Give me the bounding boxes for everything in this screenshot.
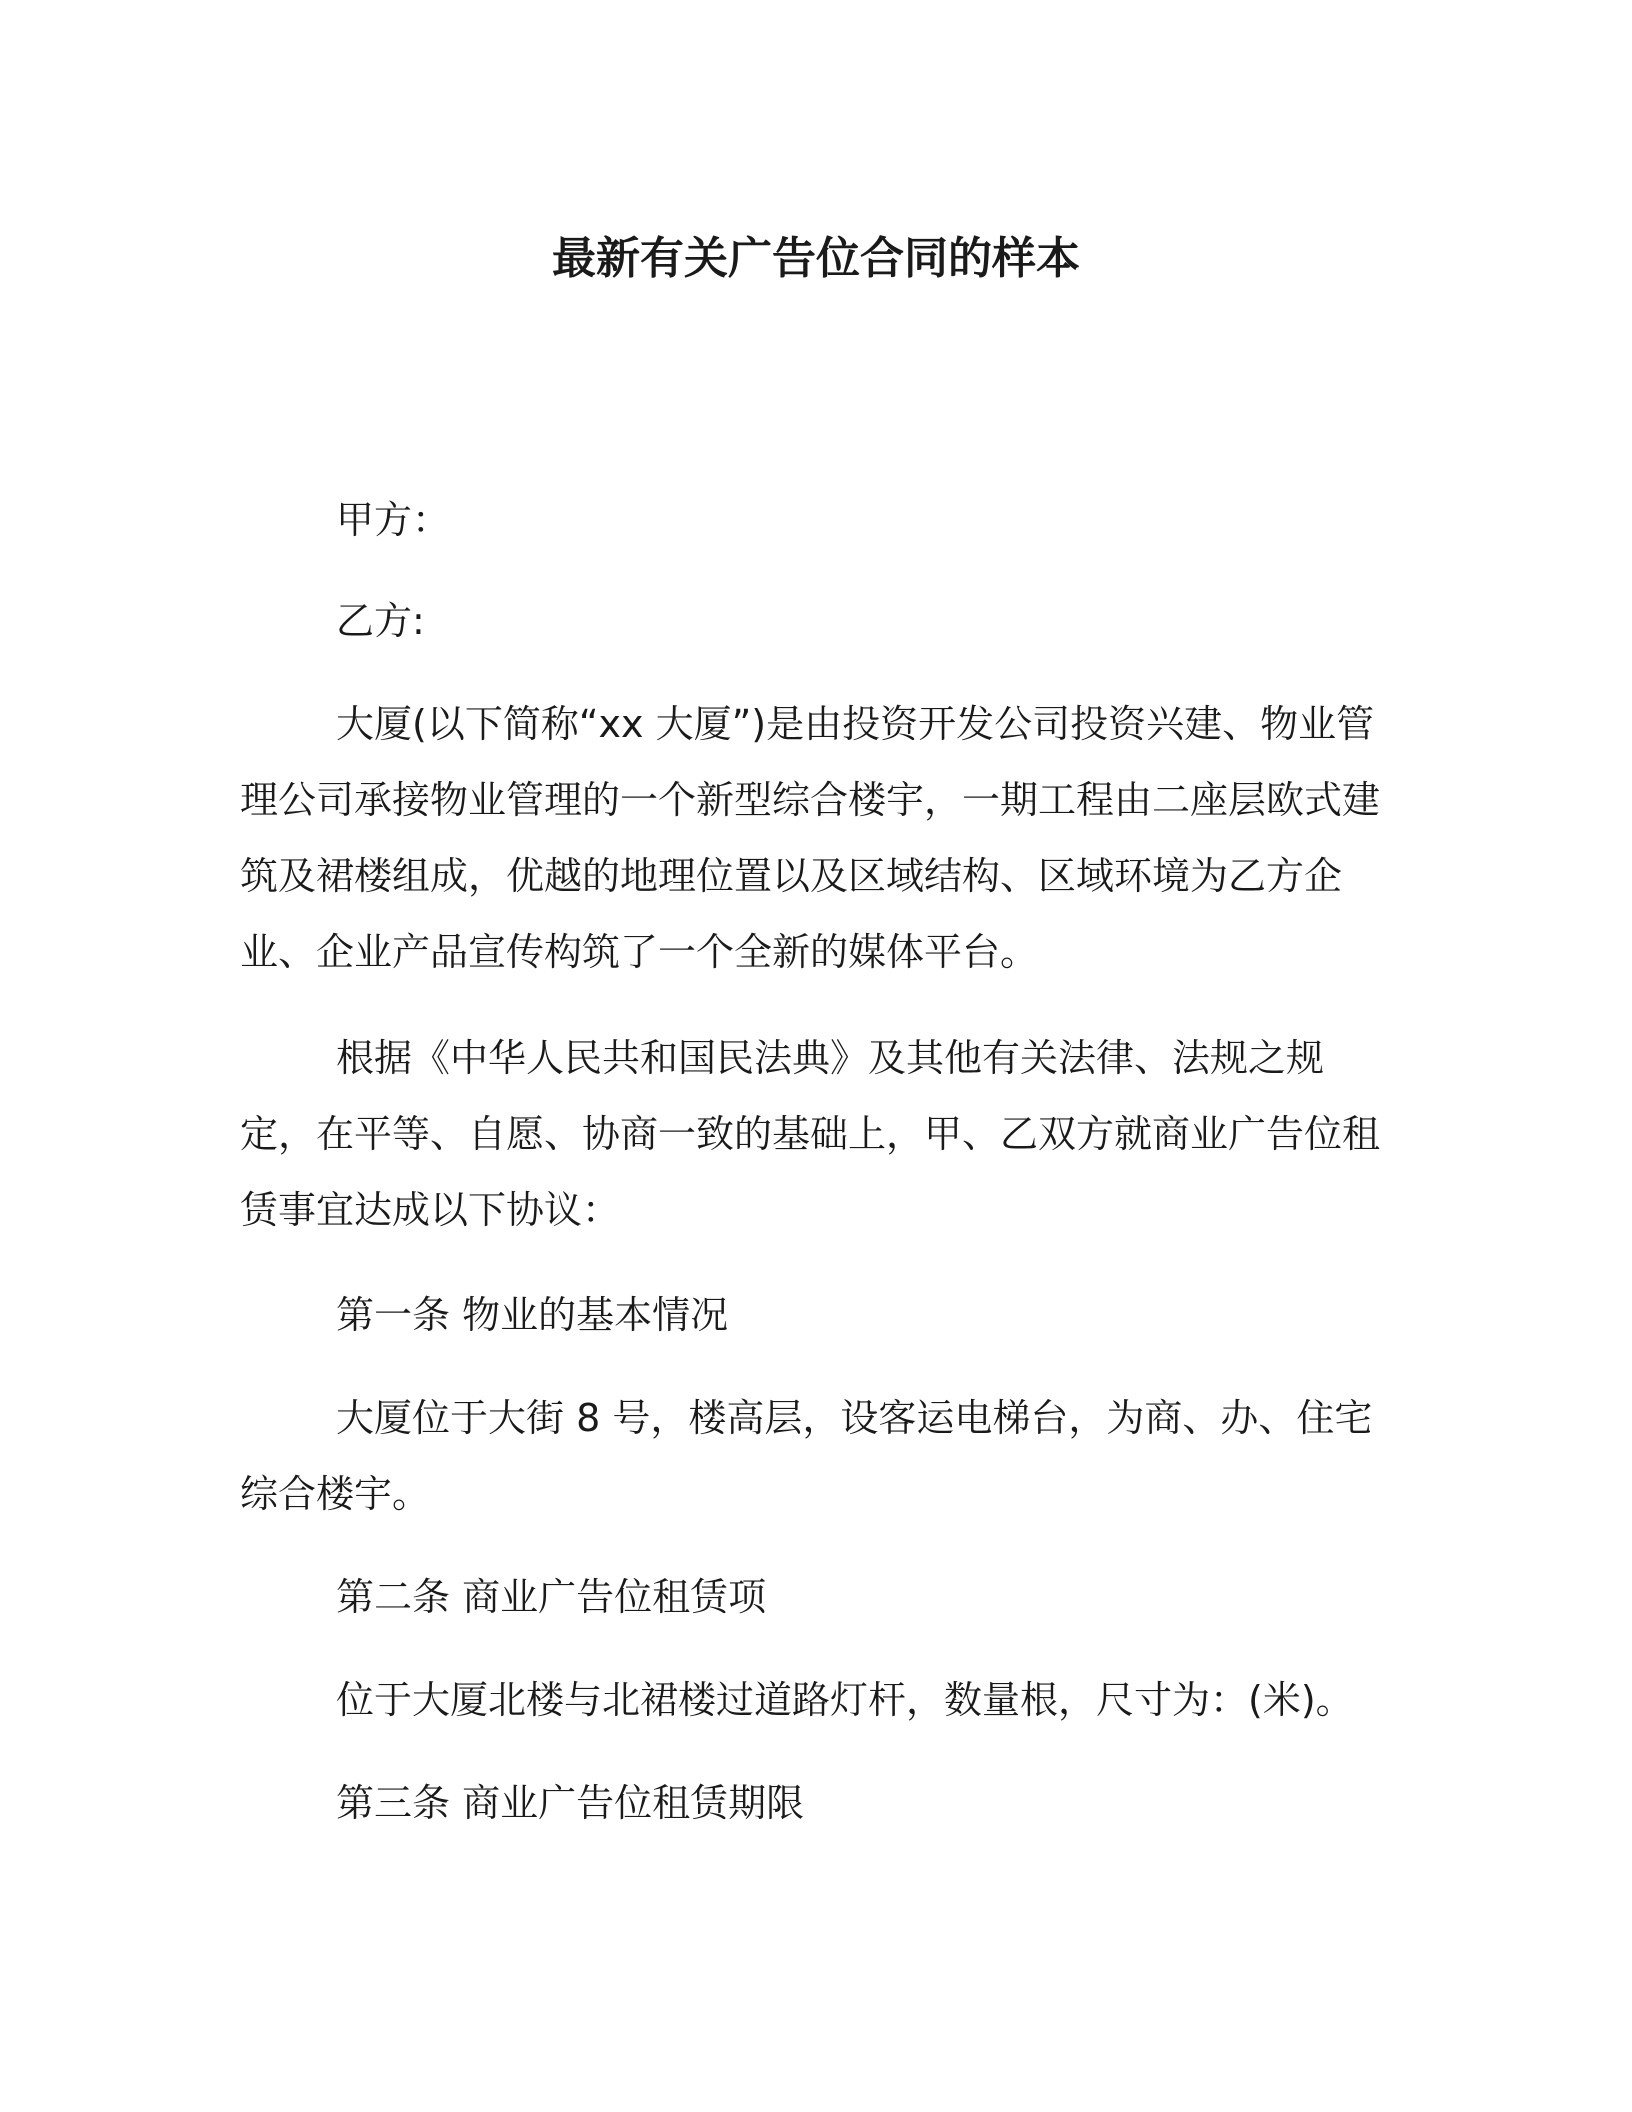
- party-a-line: 甲方：: [336, 498, 451, 542]
- document-title: 最新有关广告位合同的样本: [552, 233, 1080, 284]
- article-2-body: 位于大厦北楼与北裙楼过道路灯杆，数量根，尺寸为：(米)。: [336, 1678, 1354, 1722]
- basis-paragraph: 根据《中华人民共和国民法典》及其他有关法律、法规之规定，在平等、自愿、协商一致的基础上，甲、乙双方就商业广告位租赁事宜达成以下协议：: [240, 1036, 1381, 1232]
- article-1-heading: 第一条 物业的基本情况: [336, 1293, 729, 1337]
- article-2-heading: 第二条 商业广告位租赁项: [336, 1575, 767, 1619]
- article-3-heading: 第三条 商业广告位租赁期限: [336, 1781, 805, 1825]
- party-b-line: 乙方:: [336, 599, 425, 643]
- article-1-body: 大厦位于大街 8 号，楼高层，设客运电梯台，为商、办、住宅综合楼宇。: [240, 1396, 1373, 1516]
- intro-paragraph: 大厦(以下简称“xx 大厦”)是由投资开发公司投资兴建、物业管理公司承接物业管理的一个新型综合楼宇，一期工程由二座层欧式建筑及裙楼组成，优越的地理位置以及区域结构、区域环境为乙方企业、企业产品宣传构筑了一个全新的媒体平台。: [240, 702, 1381, 974]
